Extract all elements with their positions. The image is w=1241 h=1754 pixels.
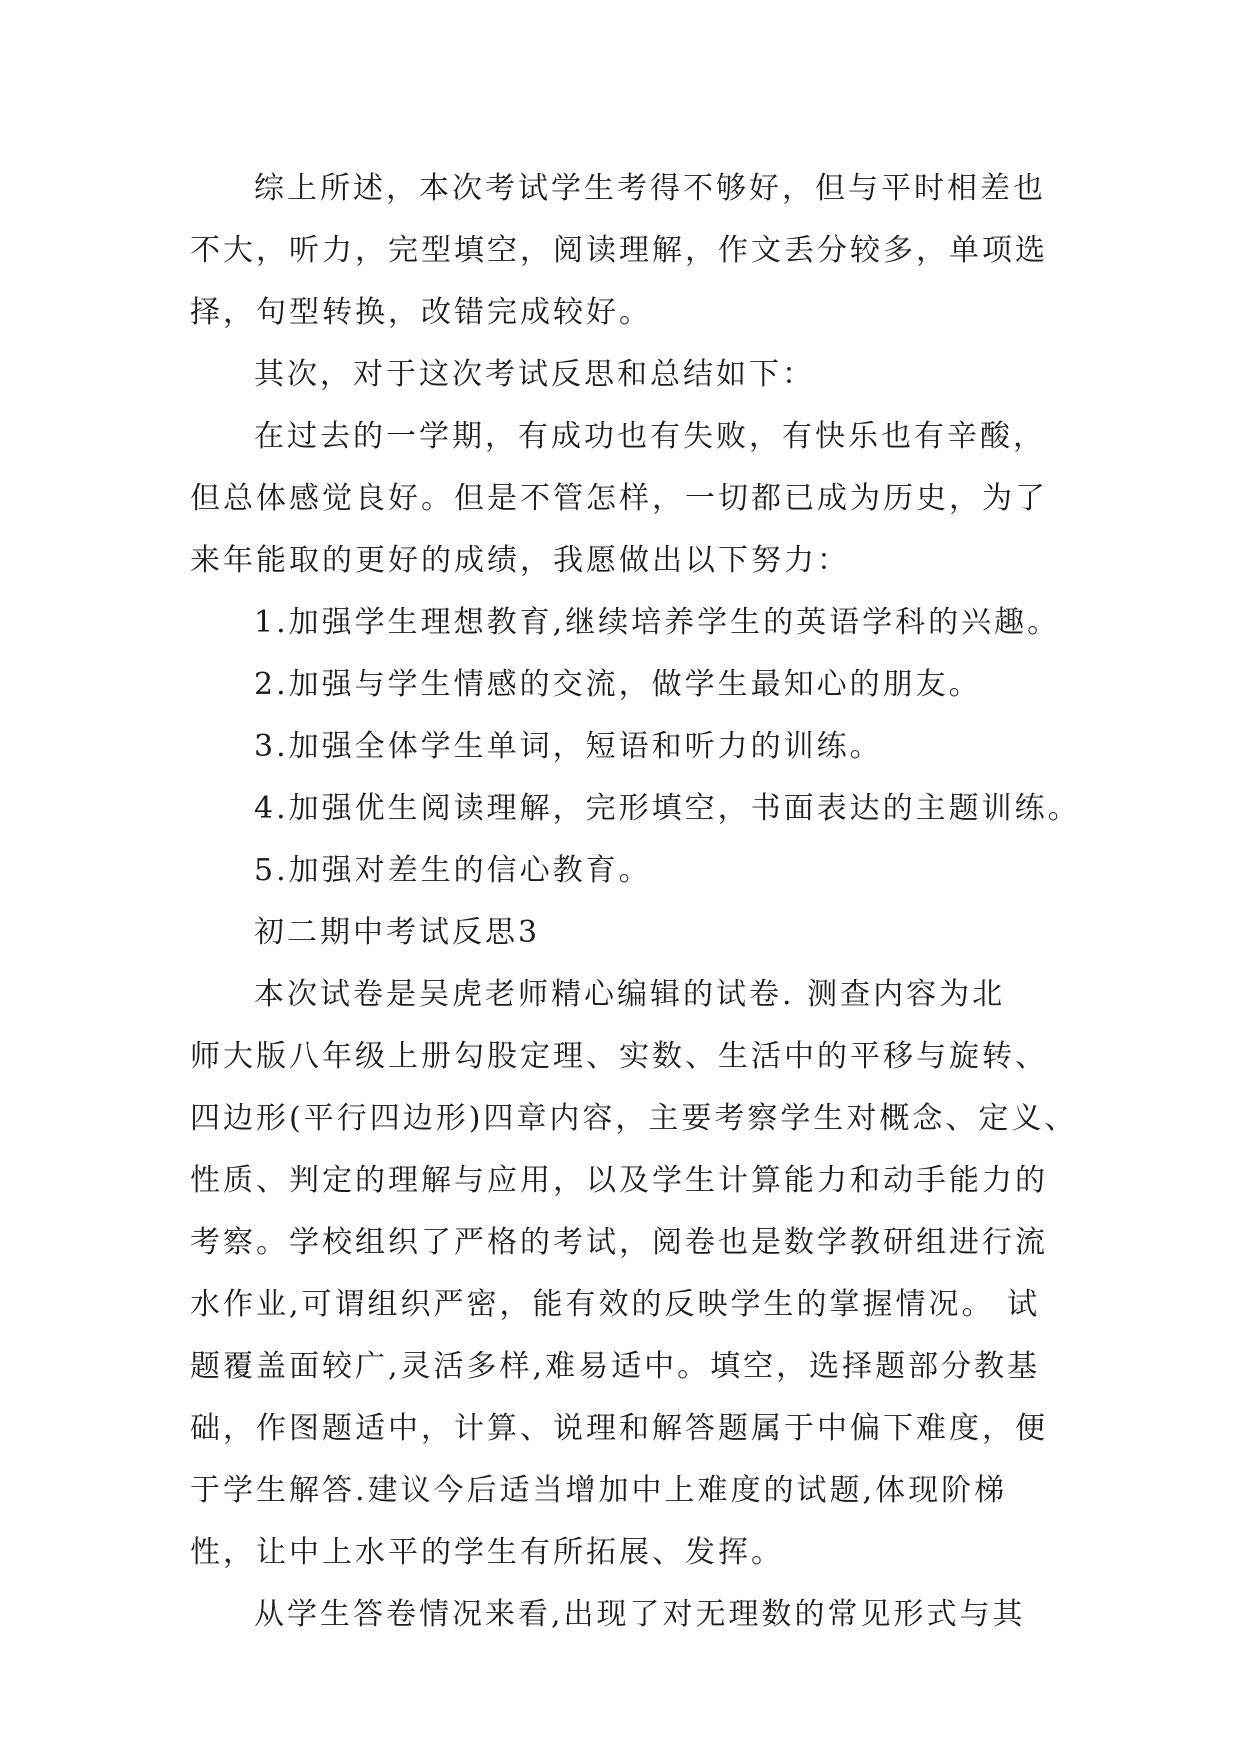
text-line: 师大版八年级上册勾股定理、实数、生活中的平移与旋转、 [190, 1039, 1048, 1074]
text-line: 在过去的一学期，有成功也有失败，有快乐也有辛酸， [254, 419, 1046, 454]
text-line: 题覆盖面较广,灵活多样,难易适中。填空，选择题部分教基 [190, 1349, 1041, 1384]
text-line: 不大，听力，完型填空，阅读理解，作文丢分较多，单项选 [190, 233, 1048, 268]
list-item: 1.加强学生理想教育,继续培养学生的英语学科的兴趣。 [254, 605, 1061, 640]
text-line: 但总体感觉良好。但是不管怎样，一切都已成为历史，为了 [190, 481, 1048, 516]
text-line: 来年能取的更好的成绩，我愿做出以下努力： [190, 543, 850, 578]
text-line: 性质、判定的理解与应用，以及学生计算能力和动手能力的 [190, 1163, 1048, 1198]
list-item: 2.加强与学生情感的交流，做学生最知心的朋友。 [254, 667, 982, 702]
list-item: 5.加强对差生的信心教育。 [254, 853, 652, 888]
text-line: 综上所述，本次考试学生考得不够好，但与平时相差也 [254, 171, 1046, 206]
text-line: 择，句型转换，改错完成较好。 [190, 295, 652, 330]
text-line: 水作业,可谓组织严密，能有效的反映学生的掌握情况。 试 [190, 1287, 1041, 1322]
list-item: 4.加强优生阅读理解，完形填空，书面表达的主题训练。 [254, 791, 1081, 826]
text-line: 其次，对于这次考试反思和总结如下： [254, 357, 815, 392]
text-line: 考察。学校组织了严格的考试，阅卷也是数学教研组进行流 [190, 1225, 1048, 1260]
list-item: 3.加强全体学生单词，短语和听力的训练。 [254, 729, 883, 764]
document-body [190, 158, 1081, 1646]
text-line: 从学生答卷情况来看,出现了对无理数的常见形式与其 [254, 1597, 1026, 1632]
text-line: 于学生解答.建议今后适当增加中上难度的试题,体现阶梯 [190, 1473, 1008, 1508]
text-line: 础，作图题适中，计算、说理和解答题属于中偏下难度，便 [190, 1411, 1048, 1446]
text-line: 四边形(平行四边形)四章内容，主要考察学生对概念、定义、 [190, 1101, 1078, 1136]
text-line: 性，让中上水平的学生有所拓展、发挥。 [190, 1535, 784, 1570]
section-heading: 初二期中考试反思3 [254, 915, 541, 950]
text-line: 本次试卷是吴虎老师精心编辑的试卷. 测查内容为北 [254, 977, 1006, 1012]
